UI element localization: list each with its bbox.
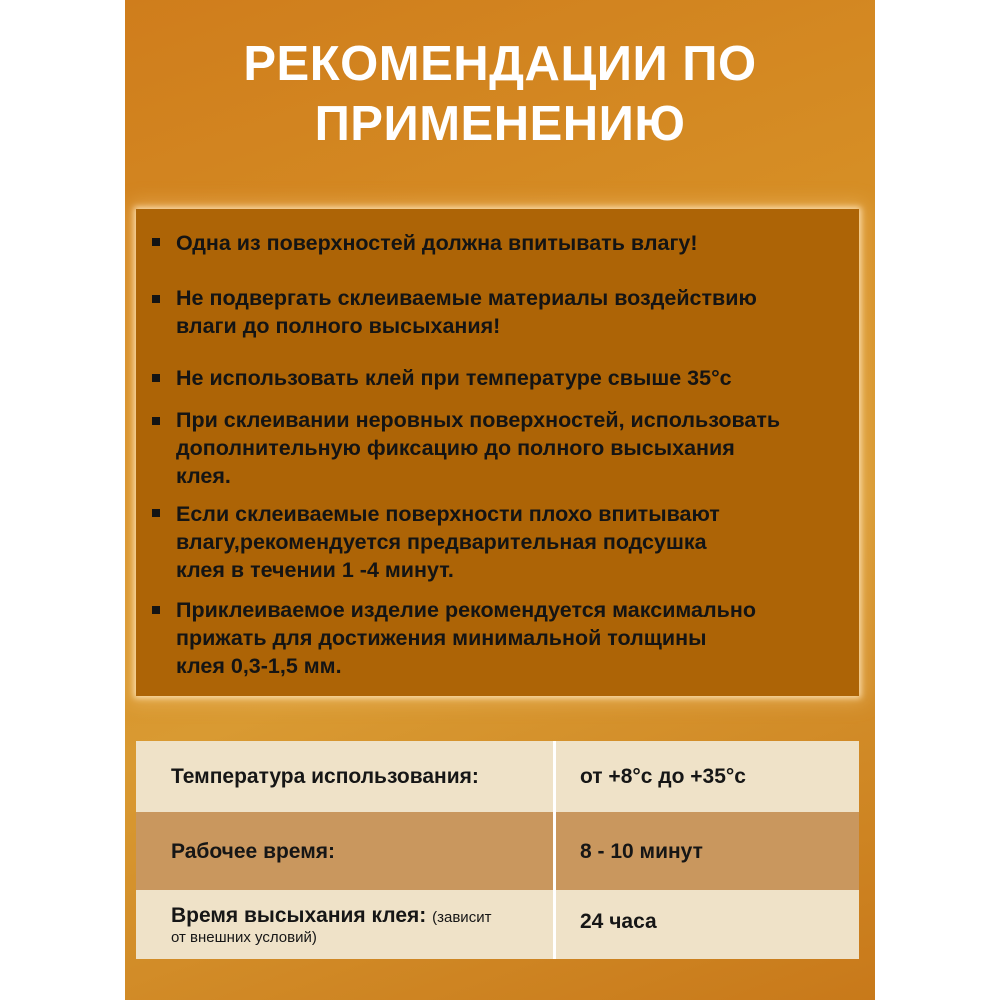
tip-text: При склеивании неровных поверхностей, использовать дополнительную фиксацию до полного высыхания клея. <box>176 408 781 488</box>
spec-row-drying-time <box>136 890 859 959</box>
spec-row-temperature <box>136 741 859 812</box>
spec-label-main: Время высыхания клея: <box>171 904 427 927</box>
bullet-square-icon <box>152 606 160 614</box>
spec-label <box>171 904 491 930</box>
infographic-canvas <box>125 0 875 1000</box>
specs-table <box>136 741 859 959</box>
title-line-2: ПРИМЕНЕНИЮ <box>314 97 686 151</box>
bullet-square-icon <box>152 238 160 246</box>
spec-label: Рабочее время: <box>171 840 335 863</box>
tip-text: Одна из поверхностей должна впитывать влагу! <box>176 231 698 255</box>
recommendations-box <box>136 209 859 696</box>
page-title <box>125 34 875 154</box>
bullet-square-icon <box>152 374 160 382</box>
tip-text: Если склеиваемые поверхности плохо впитывают влагу,рекомендуется предварительная подсушка клея в течении 1 -4 минут. <box>176 502 720 582</box>
table-column-divider <box>553 741 556 959</box>
tip-text: Приклеиваемое изделие рекомендуется максимально прижать для достижения минимальной толщины клея 0,3-1,5 мм. <box>176 598 756 678</box>
tip-text: Не подвергать склеиваемые материалы воздействию влаги до полного высыхания! <box>176 286 757 338</box>
spec-label-note-line2: от внешних условий) <box>171 929 317 946</box>
tip-text: Не использовать клей при температуре свыше 35°с <box>176 366 732 390</box>
bullet-square-icon <box>152 509 160 517</box>
title-line-1: РЕКОМЕНДАЦИИ ПО <box>243 37 757 91</box>
spec-value: 24 часа <box>580 910 657 933</box>
bullet-square-icon <box>152 295 160 303</box>
spec-label: Температура использования: <box>171 765 479 788</box>
spec-value: 8 - 10 минут <box>580 840 703 863</box>
bullet-square-icon <box>152 417 160 425</box>
spec-label-note: (зависит <box>432 909 492 926</box>
spec-value: от +8°с до +35°с <box>580 765 746 788</box>
spec-row-working-time <box>136 812 859 890</box>
